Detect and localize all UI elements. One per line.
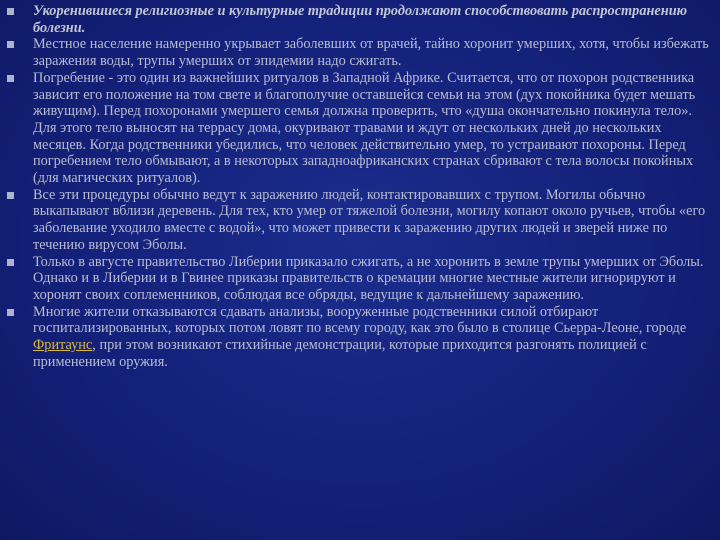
bullet-text-before-link: Многие жители отказываются сдавать анализы, вооруженные родственники силой отбирают госпитализированных, которых потом ловят по всему городу, как это было в столице Сьерра-Леоне, городе: [33, 303, 687, 337]
square-bullet-icon: [7, 309, 14, 316]
square-bullet-icon: [7, 75, 14, 82]
bullet-item-1: [7, 36, 715, 69]
bullet-item-2: [7, 70, 715, 187]
freetown-link[interactable]: Фритаунс: [33, 337, 93, 354]
bullet-text-after-link: , при этом возникают стихийные демонстрации, которые приходится разгонять полицией с применением оружия.: [33, 337, 647, 370]
bullet-text: Местное население намеренно укрывает заболевших от врачей, тайно хоронит умерших, хотя, чтобы избежать заражения воды, трупы умерших от эпидемии надо сжигать.: [33, 36, 709, 70]
bullet-text: Только в августе правительство Либерии приказало сжигать, а не хоронить в земле трупы умерших от Эболы. Однако и в Либерии и в Гвинее приказы правительств о кремации многие местные жители игнорируют и хоронят своих соплеменников, соблюдая все обряды, ведущие к дальнейшему заражению.: [33, 253, 704, 303]
bullet-list: [7, 3, 715, 370]
heading-text: Укоренившиеся религиозные и культурные традиции продолжают способствовать распространению болезни.: [33, 3, 688, 36]
bullet-item-heading: [7, 3, 715, 36]
bullet-text: Погребение - это один из важнейших ритуалов в Западной Африке. Считается, что от похорон родственника зависит его положение на том свете и благополучие оставшейся семьи на этом (дух покойника будет мешать живущим). Перед похоронами умершего семья должна проверить, что «душа окончательно покинула тело». Для этого тело выносят на террасу дома, окуривают травами и ждут от нескольких дней до нескольких месяцев. Когда родственники убедились, что человек действительно умер, то устраивают похороны. Перед погребением тело обмывают, а в некоторых западноафриканских странах сбривают с тела волосы покойных (для магических ритуалов).: [33, 69, 696, 187]
bullet-item-3: [7, 187, 715, 254]
square-bullet-icon: [7, 41, 14, 48]
square-bullet-icon: [7, 8, 14, 15]
square-bullet-icon: [7, 192, 14, 199]
bullet-item-4: [7, 254, 715, 304]
bullet-item-5: [7, 304, 715, 371]
square-bullet-icon: [7, 259, 14, 266]
bullet-text: Все эти процедуры обычно ведут к заражению людей, контактировавших с трупом. Могилы обычно выкапывают вблизи деревень. Для тех, кто умер от тяжелой болезни, могилу копают около ручьев, чтобы «его заболевание уходило вместе с водой», что может привести к заражению других людей и зверей ниже по течению вирусом Эболы.: [33, 186, 706, 253]
